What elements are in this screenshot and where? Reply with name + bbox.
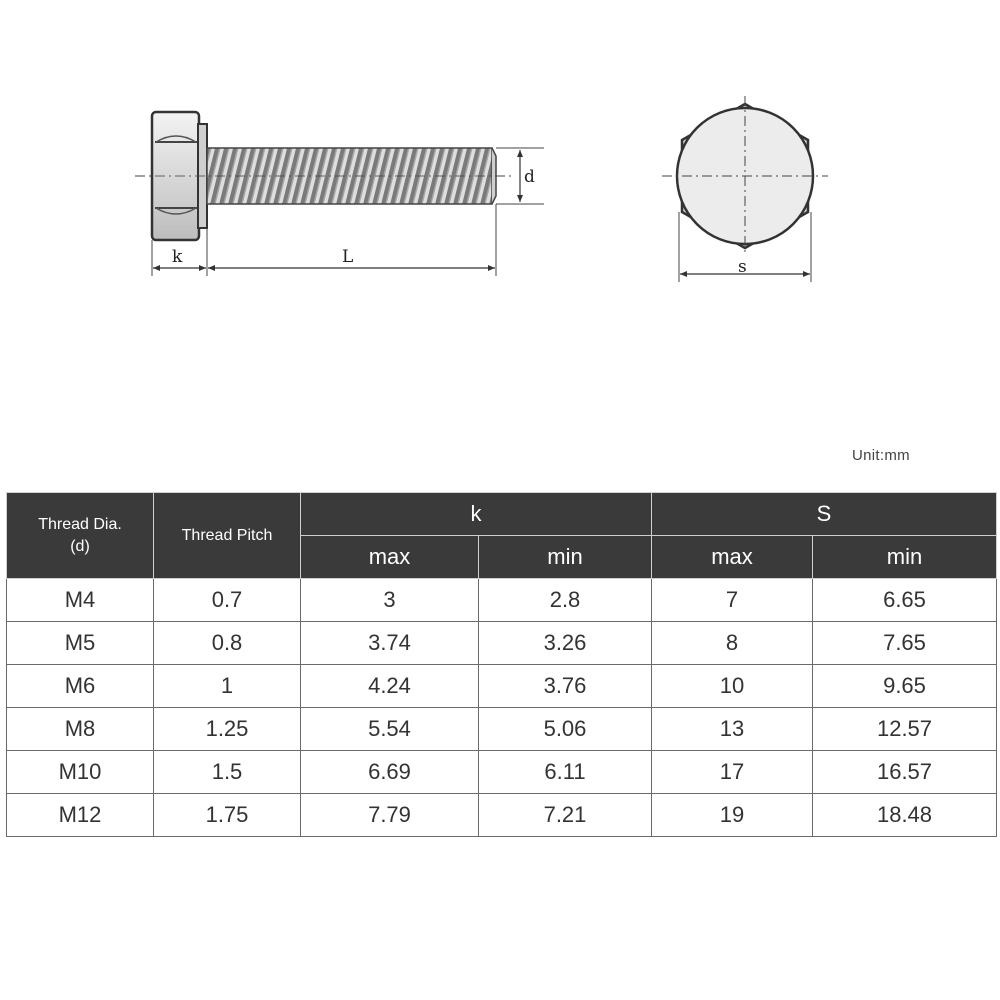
cell-thread-pitch: 0.8	[154, 622, 301, 665]
cell-k-max: 7.79	[301, 794, 479, 837]
cell-thread-dia: M10	[7, 751, 154, 794]
cell-s-max: 17	[652, 751, 813, 794]
cell-k-min: 6.11	[479, 751, 652, 794]
dimension-label-d: d	[524, 167, 535, 187]
cell-thread-pitch: 0.7	[154, 579, 301, 622]
cell-thread-pitch: 1	[154, 665, 301, 708]
cell-s-min: 18.48	[813, 794, 997, 837]
bolt-technical-drawing	[0, 0, 1000, 320]
header-thread-dia-line1: Thread Dia.	[38, 515, 122, 533]
header-s: S	[652, 493, 997, 536]
cell-k-max: 3.74	[301, 622, 479, 665]
cell-s-min: 9.65	[813, 665, 997, 708]
cell-s-min: 6.65	[813, 579, 997, 622]
cell-s-max: 8	[652, 622, 813, 665]
dimension-label-k: k	[172, 247, 183, 267]
cell-s-min: 7.65	[813, 622, 997, 665]
cell-k-max: 3	[301, 579, 479, 622]
cell-k-max: 5.54	[301, 708, 479, 751]
table-row	[7, 665, 997, 708]
header-thread-pitch: Thread Pitch	[154, 493, 301, 579]
bolt-end-view	[662, 96, 828, 282]
cell-k-min: 3.26	[479, 622, 652, 665]
table-row	[7, 579, 997, 622]
cell-thread-dia: M8	[7, 708, 154, 751]
cell-thread-dia: M6	[7, 665, 154, 708]
cell-thread-pitch: 1.75	[154, 794, 301, 837]
unit-label: Unit:mm	[852, 447, 910, 464]
bolt-spec-table	[6, 492, 997, 837]
cell-s-max: 10	[652, 665, 813, 708]
cell-thread-pitch: 1.25	[154, 708, 301, 751]
cell-s-min: 16.57	[813, 751, 997, 794]
cell-thread-dia: M4	[7, 579, 154, 622]
header-k-min: min	[479, 536, 652, 579]
header-k-max: max	[301, 536, 479, 579]
header-thread-dia	[7, 493, 154, 579]
cell-s-max: 19	[652, 794, 813, 837]
table-header	[7, 493, 997, 579]
header-s-min: min	[813, 536, 997, 579]
table-row	[7, 622, 997, 665]
bolt-side-view	[135, 112, 544, 276]
cell-thread-dia: M5	[7, 622, 154, 665]
table-row	[7, 751, 997, 794]
cell-k-max: 4.24	[301, 665, 479, 708]
cell-k-min: 3.76	[479, 665, 652, 708]
cell-thread-dia: M12	[7, 794, 154, 837]
table-row	[7, 708, 997, 751]
header-thread-dia-line2: (d)	[70, 537, 90, 555]
cell-thread-pitch: 1.5	[154, 751, 301, 794]
cell-k-max: 6.69	[301, 751, 479, 794]
header-s-max: max	[652, 536, 813, 579]
table-body	[7, 579, 997, 837]
cell-s-min: 12.57	[813, 708, 997, 751]
cell-k-min: 7.21	[479, 794, 652, 837]
table-row	[7, 794, 997, 837]
cell-s-max: 13	[652, 708, 813, 751]
header-k: k	[301, 493, 652, 536]
cell-k-min: 5.06	[479, 708, 652, 751]
cell-k-min: 2.8	[479, 579, 652, 622]
dimension-label-s: s	[738, 257, 747, 277]
dimension-label-L: L	[342, 247, 354, 267]
cell-s-max: 7	[652, 579, 813, 622]
